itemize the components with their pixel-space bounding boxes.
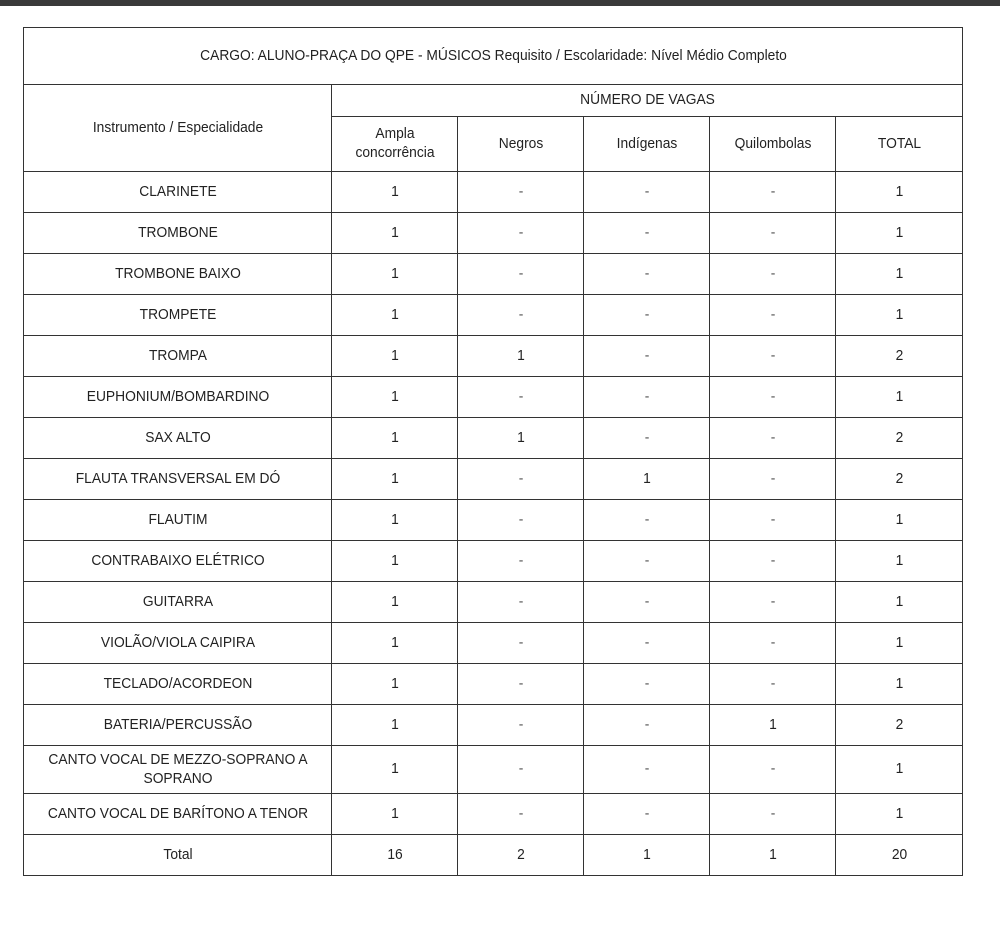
quilombolas-cell <box>715 336 831 377</box>
indigenas-value: 1 <box>642 469 651 487</box>
quilombolas-cell <box>715 295 831 336</box>
indigenas-cell <box>589 582 705 623</box>
table-row <box>24 172 963 213</box>
ampla-cell <box>337 172 453 213</box>
indigenas-value: - <box>644 387 649 405</box>
instrumento-cell <box>36 213 319 254</box>
total-negros-cell <box>463 835 579 876</box>
ampla-value: 1 <box>390 804 399 822</box>
ampla-header <box>337 117 453 172</box>
quilombolas-value: - <box>770 387 775 405</box>
total-total-cell <box>841 835 958 876</box>
negros-value: 1 <box>516 346 525 364</box>
instrumento-cell <box>36 295 319 336</box>
negros-value: - <box>518 674 523 692</box>
instrumento-cell <box>36 500 319 541</box>
total-value: 1 <box>895 182 903 200</box>
ampla-value: 1 <box>390 674 399 692</box>
total-label: Total <box>162 845 193 863</box>
total-total: 20 <box>891 845 907 863</box>
indigenas-value: - <box>644 305 649 323</box>
negros-cell <box>463 794 579 835</box>
ampla-cell <box>337 254 453 295</box>
indigenas-value: - <box>644 428 649 446</box>
indigenas-value: - <box>644 346 649 364</box>
negros-value: - <box>518 305 523 323</box>
total-value: 1 <box>895 551 903 569</box>
total-cell <box>841 377 958 418</box>
indigenas-value: - <box>644 715 649 733</box>
ampla-cell <box>337 794 453 835</box>
quilombolas-cell <box>715 705 831 746</box>
negros-cell <box>463 623 579 664</box>
instrumento-value: BATERIA/PERCUSSÃO <box>103 715 252 733</box>
total-cell <box>841 418 958 459</box>
ampla-value: 1 <box>390 469 399 487</box>
quilombolas-cell <box>715 794 831 835</box>
negros-value: - <box>518 760 523 778</box>
total-value: 2 <box>895 715 903 733</box>
instrumento-cell <box>36 377 319 418</box>
negros-value: - <box>518 223 523 241</box>
ampla-cell <box>337 705 453 746</box>
ampla-cell <box>337 295 453 336</box>
instrumento-cell <box>36 541 319 582</box>
quilombolas-cell <box>715 418 831 459</box>
instrumento-value: VIOLÃO/VIOLA CAIPIRA <box>100 633 255 651</box>
indigenas-cell <box>589 541 705 582</box>
quilombolas-value: - <box>770 804 775 822</box>
instrumento-value: CANTO VOCAL DE BARÍTONO A TENOR <box>47 804 308 822</box>
quilombolas-cell <box>715 664 831 705</box>
total-indigenas: 1 <box>642 845 651 863</box>
ampla-cell <box>337 500 453 541</box>
negros-cell <box>463 295 579 336</box>
negros-cell <box>463 172 579 213</box>
instrumento-value: TROMBONE <box>137 223 218 241</box>
numero-vagas-label: NÚMERO DE VAGAS <box>579 91 715 109</box>
ampla-cell <box>337 623 453 664</box>
total-ampla: 16 <box>386 845 403 863</box>
total-cell <box>841 746 958 794</box>
indigenas-cell <box>589 459 705 500</box>
negros-value: - <box>518 387 523 405</box>
table-row <box>24 541 963 582</box>
indigenas-header <box>589 117 705 172</box>
instrumento-cell <box>36 336 319 377</box>
indigenas-cell <box>589 794 705 835</box>
quilombolas-cell <box>715 500 831 541</box>
indigenas-value: - <box>644 264 649 282</box>
total-indigenas-cell <box>589 835 705 876</box>
negros-value: - <box>518 469 523 487</box>
negros-value: - <box>518 510 523 528</box>
total-cell <box>841 582 958 623</box>
ampla-value: 1 <box>390 428 399 446</box>
instrumento-value: EUPHONIUM/BOMBARDINO <box>86 387 269 405</box>
instrumento-value: CLARINETE <box>138 182 217 200</box>
total-cell <box>841 172 958 213</box>
indigenas-value: - <box>644 510 649 528</box>
total-cell <box>841 541 958 582</box>
table-row <box>24 664 963 705</box>
total-quilombolas-cell <box>715 835 831 876</box>
ampla-value: 1 <box>390 510 399 528</box>
negros-cell <box>463 582 579 623</box>
ampla-cell <box>337 582 453 623</box>
total-negros: 2 <box>516 845 525 863</box>
total-cell <box>841 295 958 336</box>
indigenas-cell <box>589 172 705 213</box>
total-value: 2 <box>895 346 903 364</box>
quilombolas-cell <box>715 582 831 623</box>
instrumento-value: FLAUTA TRANSVERSAL EM DÓ <box>75 469 280 487</box>
negros-cell <box>463 746 579 794</box>
instrumento-cell <box>36 172 319 213</box>
cargo-title: CARGO: ALUNO-PRAÇA DO QPE - MÚSICOS <box>199 46 491 64</box>
ampla-header-line1: Ampla <box>374 125 415 143</box>
ampla-value: 1 <box>390 305 399 323</box>
quilombolas-value: - <box>770 223 775 241</box>
instrumento-cell <box>36 254 319 295</box>
indigenas-header-label: Indígenas <box>616 134 677 152</box>
indigenas-cell <box>589 336 705 377</box>
cargo-header-row <box>24 28 963 85</box>
indigenas-cell <box>589 418 705 459</box>
instrumento-value: TROMBONE BAIXO <box>114 264 241 282</box>
instrumento-value: TECLADO/ACORDEON <box>103 674 252 692</box>
table-row <box>24 336 963 377</box>
ampla-cell <box>337 336 453 377</box>
negros-value: - <box>518 551 523 569</box>
negros-cell <box>463 500 579 541</box>
ampla-value: 1 <box>390 182 399 200</box>
total-header <box>841 117 958 172</box>
negros-value: - <box>518 804 523 822</box>
total-cell <box>841 500 958 541</box>
instrumento-value: CANTO VOCAL DE MEZZO-SOPRANO A SOPRANO <box>47 750 308 787</box>
instrumento-cell <box>36 459 319 500</box>
ampla-value: 1 <box>390 592 399 610</box>
ampla-value: 1 <box>390 760 399 778</box>
negros-cell <box>463 664 579 705</box>
instrumento-header-label: Instrumento / Especialidade <box>92 118 263 136</box>
negros-value: - <box>518 633 523 651</box>
instrumento-value: CONTRABAIXO ELÉTRICO <box>90 551 265 569</box>
instrumento-cell <box>36 664 319 705</box>
instrumento-header <box>36 85 319 172</box>
total-cell <box>841 794 958 835</box>
table-row <box>24 705 963 746</box>
negros-value: - <box>518 715 523 733</box>
table-row <box>24 459 963 500</box>
negros-cell <box>463 705 579 746</box>
quilombolas-value: - <box>770 633 775 651</box>
table-row <box>24 254 963 295</box>
quilombolas-value: - <box>770 428 775 446</box>
negros-value: - <box>518 182 523 200</box>
ampla-cell <box>337 746 453 794</box>
table-row <box>24 746 963 794</box>
quilombolas-header-label: Quilombolas <box>734 134 811 152</box>
ampla-value: 1 <box>390 633 399 651</box>
ampla-value: 1 <box>390 551 399 569</box>
ampla-value: 1 <box>390 223 399 241</box>
total-cell <box>841 213 958 254</box>
quilombolas-value: - <box>770 674 775 692</box>
instrumento-value: TROMPETE <box>139 305 216 323</box>
table-row <box>24 377 963 418</box>
ampla-value: 1 <box>390 715 399 733</box>
instrumento-cell <box>36 794 319 835</box>
ampla-cell <box>337 418 453 459</box>
total-cell <box>841 336 958 377</box>
total-value: 1 <box>895 592 903 610</box>
total-quilombolas: 1 <box>768 845 777 863</box>
negros-cell <box>463 336 579 377</box>
instrumento-value: SAX ALTO <box>144 428 211 446</box>
total-ampla-cell <box>337 835 453 876</box>
negros-header <box>463 117 579 172</box>
quilombolas-cell <box>715 377 831 418</box>
ampla-value: 1 <box>390 264 399 282</box>
ampla-cell <box>337 377 453 418</box>
instrumento-value: TROMPA <box>148 346 207 364</box>
indigenas-cell <box>589 746 705 794</box>
table-row <box>24 295 963 336</box>
total-value: 1 <box>895 674 903 692</box>
instrumento-cell <box>36 418 319 459</box>
total-row <box>24 835 963 876</box>
indigenas-value: - <box>644 633 649 651</box>
quilombolas-cell <box>715 213 831 254</box>
quilombolas-value: 1 <box>768 715 777 733</box>
quilombolas-value: - <box>770 592 775 610</box>
indigenas-cell <box>589 500 705 541</box>
indigenas-cell <box>589 664 705 705</box>
quilombolas-value: - <box>770 305 775 323</box>
total-header-label: TOTAL <box>877 134 921 152</box>
column-header-row <box>24 85 963 117</box>
negros-cell <box>463 213 579 254</box>
requisito-text: Requisito / Escolaridade: Nível Médio Completo <box>494 46 787 64</box>
total-value: 1 <box>895 510 903 528</box>
table-row <box>24 582 963 623</box>
total-value: 1 <box>895 804 903 822</box>
total-cell <box>841 254 958 295</box>
total-cell <box>841 705 958 746</box>
negros-cell <box>463 459 579 500</box>
negros-header-label: Negros <box>498 134 543 152</box>
quilombolas-value: - <box>770 182 775 200</box>
total-value: 2 <box>895 428 903 446</box>
quilombolas-value: - <box>770 264 775 282</box>
instrumento-cell <box>36 623 319 664</box>
numero-vagas-header <box>357 85 938 117</box>
negros-cell <box>463 254 579 295</box>
total-value: 1 <box>895 305 903 323</box>
cargo-header-cell <box>61 28 925 85</box>
ampla-cell <box>337 459 453 500</box>
indigenas-value: - <box>644 674 649 692</box>
indigenas-value: - <box>644 551 649 569</box>
ampla-cell <box>337 213 453 254</box>
quilombolas-cell <box>715 541 831 582</box>
indigenas-value: - <box>644 592 649 610</box>
table-row <box>24 418 963 459</box>
quilombolas-cell <box>715 172 831 213</box>
ampla-value: 1 <box>390 346 399 364</box>
ampla-header-line2: concorrência <box>354 144 435 161</box>
total-cell <box>841 623 958 664</box>
indigenas-cell <box>589 705 705 746</box>
instrumento-value: FLAUTIM <box>147 510 208 528</box>
ampla-cell <box>337 664 453 705</box>
instrumento-value: GUITARRA <box>142 592 213 610</box>
quilombolas-value: - <box>770 510 775 528</box>
indigenas-cell <box>589 213 705 254</box>
negros-cell <box>463 541 579 582</box>
top-border-bar <box>0 0 1000 6</box>
quilombolas-value: - <box>770 469 775 487</box>
total-value: 2 <box>895 469 903 487</box>
indigenas-value: - <box>644 182 649 200</box>
instrumento-cell <box>36 746 319 794</box>
negros-cell <box>463 418 579 459</box>
total-value: 1 <box>895 264 903 282</box>
table-row <box>24 213 963 254</box>
quilombolas-value: - <box>770 760 775 778</box>
negros-value: 1 <box>516 428 525 446</box>
indigenas-value: - <box>644 223 649 241</box>
total-value: 1 <box>895 760 903 778</box>
vacancies-table <box>23 27 963 876</box>
quilombolas-value: - <box>770 551 775 569</box>
quilombolas-header <box>715 117 831 172</box>
instrumento-cell <box>36 582 319 623</box>
table-row <box>24 500 963 541</box>
ampla-value: 1 <box>390 387 399 405</box>
quilombolas-cell <box>715 459 831 500</box>
indigenas-cell <box>589 623 705 664</box>
indigenas-value: - <box>644 760 649 778</box>
quilombolas-cell <box>715 746 831 794</box>
ampla-cell <box>337 541 453 582</box>
indigenas-cell <box>589 254 705 295</box>
table-row <box>24 794 963 835</box>
total-label-cell <box>36 835 319 876</box>
indigenas-cell <box>589 295 705 336</box>
total-value: 1 <box>895 387 903 405</box>
negros-value: - <box>518 264 523 282</box>
total-cell <box>841 459 958 500</box>
negros-value: - <box>518 592 523 610</box>
instrumento-cell <box>36 705 319 746</box>
indigenas-value: - <box>644 804 649 822</box>
indigenas-cell <box>589 377 705 418</box>
total-cell <box>841 664 958 705</box>
quilombolas-cell <box>715 623 831 664</box>
table-row <box>24 623 963 664</box>
total-value: 1 <box>895 223 903 241</box>
total-value: 1 <box>895 633 903 651</box>
quilombolas-cell <box>715 254 831 295</box>
quilombolas-value: - <box>770 346 775 364</box>
negros-cell <box>463 377 579 418</box>
